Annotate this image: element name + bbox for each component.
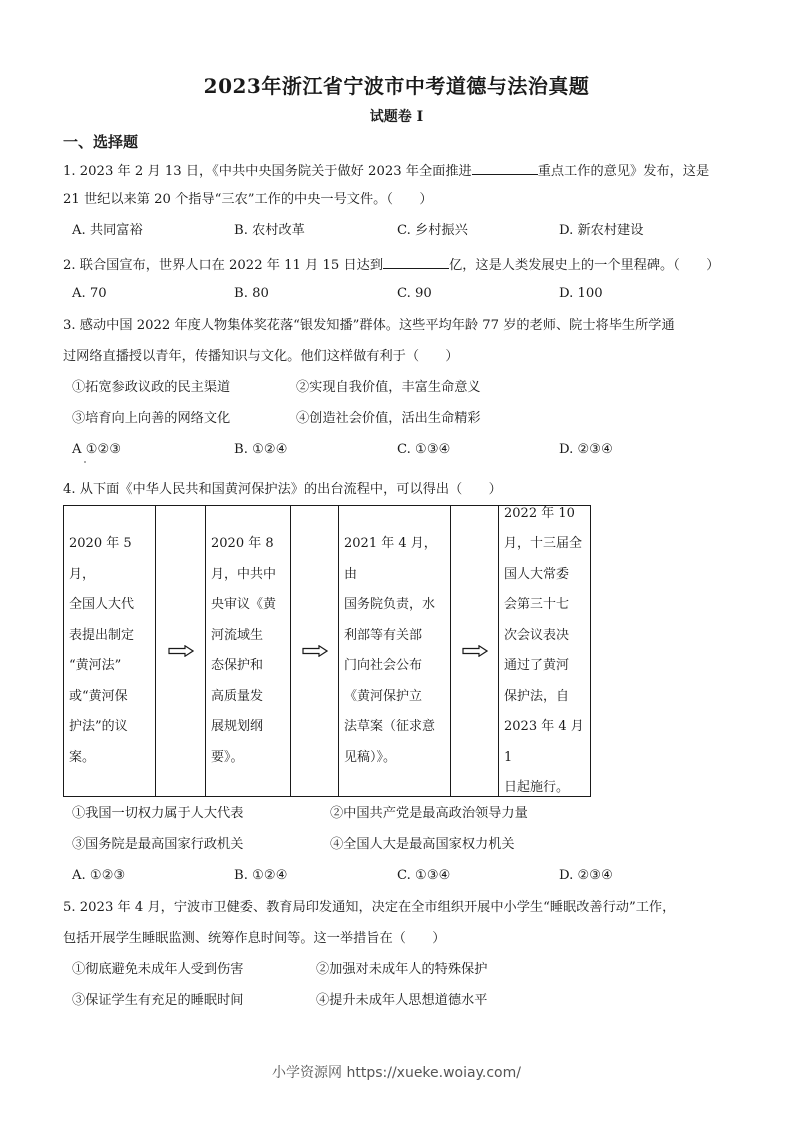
flow-step-3-line: 国务院负责，水 — [344, 597, 436, 612]
section-heading: 一、选择题 — [63, 133, 139, 151]
flow-step-3-line: 法草案（征求意 — [344, 719, 436, 734]
flow-step-1-line: 2020 年 5 月， — [69, 536, 132, 582]
flow-step-3-line: 利部等有关部 — [344, 627, 423, 643]
flow-step-3 — [339, 506, 451, 796]
flow-step-4-line: 国人大常委 — [504, 566, 570, 582]
question-5-statement-1: ①彻底避免未成年人受到伤害 — [72, 962, 244, 977]
flow-step-2-line: 河流域生 — [211, 627, 264, 643]
question-4-option-a: A. ①②③ — [72, 868, 126, 883]
flow-step-4-line: 保护法，自 — [504, 688, 570, 704]
question-5-statement-4: ④提升未成年人思想道德水平 — [316, 993, 488, 1008]
flow-step-2-line: 央审议《黄 — [211, 597, 277, 612]
question-3-option-a: A ①②③ — [72, 442, 122, 457]
question-5-line-2: 包括开展学生睡眠监测、统筹作息时间等。这一举措旨在（ ） — [63, 931, 446, 946]
flow-step-4-line: 会第三十七 — [504, 597, 570, 612]
flow-arrow-2 — [291, 506, 339, 796]
flow-arrow-3 — [451, 506, 499, 796]
flow-step-1-line: 全国人大代 — [69, 597, 135, 612]
question-5-line-1: 5. 2023 年 4 月，宁波市卫健委、教育局印发通知，决定在全市组织开展中小学生“睡眠改善行动”工作， — [63, 900, 676, 915]
question-2-text-before: 2. 联合国宣布，世界人口在 2022 年 11 月 15 日达到 — [63, 258, 384, 273]
question-3-statement-2: ②实现自我价值，丰富生命意义 — [296, 380, 481, 395]
question-2-line-1 — [63, 254, 719, 275]
flow-step-1-line: 表提出制定 — [69, 627, 135, 643]
footer-watermark: 小学资源网 https://xueke.woiay.com/ — [272, 1065, 521, 1081]
flow-step-2-line: 月，中共中 — [211, 566, 277, 582]
flow-step-2-line: 2020 年 8 — [211, 536, 274, 551]
answer-blank — [383, 254, 449, 269]
question-1-option-c: C. 乡村振兴 — [397, 223, 468, 238]
answer-blank — [472, 160, 538, 175]
question-4-statement-4: ④全国人大是最高国家权力机关 — [330, 837, 515, 852]
question-1-option-b: B. 农村改革 — [234, 223, 305, 238]
flow-step-4-line: 2022 年 10 — [504, 505, 575, 521]
question-1-text-before: 1. 2023 年 2 月 13 日，《中共中央国务院关于做好 2023 年全面推进 — [63, 164, 472, 179]
question-4-statement-3: ③国务院是最高国家行政机关 — [72, 837, 244, 852]
double-right-arrow-icon — [168, 645, 194, 657]
flow-arrow-1 — [156, 506, 206, 796]
flow-step-2-line: 高质量发 — [211, 688, 264, 704]
question-3-option-d: D. ②③④ — [559, 442, 613, 457]
flow-step-4 — [499, 506, 590, 796]
flow-step-3-line: 《黄河保护立 — [344, 688, 423, 704]
flow-step-3-line: 见稿）》。 — [344, 749, 397, 765]
flow-step-4-line: 2023 年 4 月 1 — [504, 719, 584, 765]
question-2-option-a: A. 70 — [72, 286, 107, 301]
flow-step-1-line: 或“黄河保 — [69, 688, 128, 704]
flow-step-1-line: 护法”的议 — [69, 719, 128, 734]
flow-step-1 — [64, 506, 156, 796]
double-right-arrow-icon — [302, 645, 328, 657]
question-4-option-b: B. ①②④ — [234, 868, 288, 883]
question-3-option-b: B. ①②④ — [234, 442, 288, 457]
question-3-statement-1: ①拓宽参政议政的民主渠道 — [72, 380, 231, 395]
question-4-option-d: D. ②③④ — [559, 868, 613, 883]
flow-step-4-line: 月，十三届全 — [504, 536, 583, 551]
flow-step-2-line: 展规划纲 — [211, 719, 264, 734]
question-3-statement-4: ④创造社会价值，活出生命精彩 — [296, 411, 481, 426]
question-5-statement-2: ②加强对未成年人的特殊保护 — [316, 962, 488, 977]
question-3-statement-3: ③培育向上向善的网络文化 — [72, 411, 231, 426]
question-2-option-b: B. 80 — [234, 286, 269, 301]
flow-step-2-line: 态保护和 — [211, 658, 264, 673]
question-2-option-c: C. 90 — [397, 286, 432, 301]
stray-mark — [84, 461, 86, 463]
flow-step-1-line: 案。 — [69, 749, 96, 765]
flow-step-2-line: 要》。 — [211, 749, 244, 765]
flow-step-1-line: “黄河法” — [69, 658, 122, 673]
flow-step-3-line: 门向社会公布 — [344, 658, 423, 673]
question-5-statement-3: ③保证学生有充足的睡眠时间 — [72, 993, 244, 1008]
flow-step-2 — [206, 506, 291, 796]
question-1-option-a: A. 共同富裕 — [72, 223, 143, 238]
question-2-option-d: D. 100 — [559, 286, 603, 301]
page-title: 2023年浙江省宁波市中考道德与法治真题 — [203, 74, 590, 98]
question-1-option-d: D. 新农村建设 — [559, 223, 644, 238]
double-right-arrow-icon — [462, 645, 488, 657]
question-3-option-c: C. ①③④ — [397, 442, 451, 457]
question-1-text-after: 重点工作的意见》发布，这是 — [537, 164, 710, 179]
question-1-line-2: 21 世纪以来第 20 个指导“三农”工作的中央一号文件。（ ） — [63, 192, 433, 207]
flow-step-4-line: 通过了黄河 — [504, 658, 570, 673]
flowchart-table — [63, 505, 591, 797]
paper-subtitle: 试题卷 I — [369, 109, 424, 125]
flow-step-3-line: 2021 年 4 月，由 — [344, 536, 437, 582]
flow-step-4-line: 次会议表决 — [504, 627, 570, 643]
flow-step-4-line: 日起施行。 — [504, 780, 570, 795]
question-4-option-c: C. ①③④ — [397, 868, 451, 883]
question-3-line-1: 3. 感动中国 2022 年度人物集体奖花落“银发知播”群体。这些平均年龄 77 岁的老师、院士将毕生所学通 — [63, 318, 675, 333]
question-4-line-1: 4. 从下面《中华人民共和国黄河保护法》的出台流程中，可以得出（ ） — [63, 482, 502, 497]
question-4-statement-2: ②中国共产党是最高政治领导力量 — [330, 806, 528, 821]
question-1-line-1 — [63, 160, 709, 181]
question-4-statement-1: ①我国一切权力属于人大代表 — [72, 806, 244, 821]
question-3-line-2: 过网络直播授以青年，传播知识与文化。他们这样做有利于（ ） — [63, 349, 459, 364]
question-2-text-after: 亿，这是人类发展史上的一个里程碑。（ ） — [449, 258, 720, 273]
